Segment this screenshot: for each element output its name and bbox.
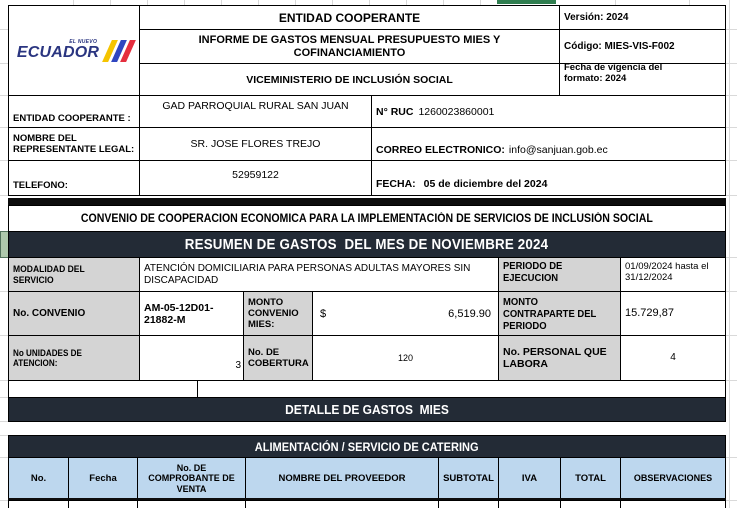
- col-header-iva: [498, 457, 561, 500]
- periodo-label-cell: [498, 257, 621, 292]
- detalle-banner-text: DETALLE DE GASTOS MIES: [285, 402, 449, 417]
- col-header-proveedor: [245, 457, 439, 500]
- modalidad-label-cell: [8, 257, 140, 292]
- monto-mies-value: 6,519.90: [448, 307, 491, 320]
- contraparte-label: MONTO CONTRAPARTE DEL PERIODO: [503, 295, 597, 332]
- phone-value: 52959122: [232, 169, 279, 181]
- code-cell: [559, 29, 726, 64]
- col-header-subtotal-label: SUBTOTAL: [443, 473, 494, 484]
- code-label: Código: MIES-VIS-F002: [564, 40, 675, 52]
- convenio-num-value: AM-05-12D01-21882-M: [144, 301, 214, 326]
- modalidad-value: ATENCIÓN DOMICILIARIA PARA PERSONAS ADULTAS MAYORES SIN DISCAPACIDAD: [144, 263, 471, 286]
- convenio-banner-text: CONVENIO DE COOPERACION ECONOMICA PARA LA IMPLEMENTACIÓN DE SERVICIOS DE INCLUSIÓN SOCIAL: [81, 212, 653, 225]
- phone-label: TELEFONO:: [13, 180, 68, 191]
- email-cell[interactable]: [371, 127, 726, 161]
- ruc-cell[interactable]: [371, 95, 726, 128]
- email-label: CORREO ELECTRONICO:: [376, 144, 505, 156]
- col-header-observaciones-label: OBSERVACIONES: [633, 473, 713, 484]
- monto-mies-label: MONTO CONVENIO MIES:: [248, 297, 299, 330]
- convenio-num-value-cell[interactable]: [139, 291, 244, 336]
- monto-mies-value-cell[interactable]: [312, 291, 499, 336]
- detalle-banner-cell: [8, 397, 726, 422]
- form-department-cell: [139, 63, 560, 96]
- cobertura-value-cell[interactable]: [312, 335, 499, 381]
- representative-label: NOMBRE DEL REPRESENTANTE LEGAL:: [13, 133, 135, 155]
- col-header-no-label: No.: [30, 473, 47, 484]
- col-header-iva-label: IVA: [521, 473, 538, 484]
- personal-value-cell[interactable]: [620, 335, 726, 381]
- entity-value: GAD PARROQUIAL RURAL SAN JUAN: [162, 100, 349, 112]
- representative-label-cell: [8, 127, 140, 161]
- col-header-fecha-label: Fecha: [89, 473, 117, 484]
- col-header-no: [8, 457, 69, 500]
- convenio-banner-cell: [8, 205, 726, 232]
- col-header-comprobante-label: No. DE COMPROBANTE DE VENTA: [148, 462, 235, 494]
- detail-empty-cell[interactable]: [560, 500, 621, 508]
- resumen-banner-text: RESUMEN DE GASTOS DEL MES DE NOVIEMBRE 2024: [185, 236, 549, 253]
- email-value: info@sanjuan.gob.ec: [508, 144, 608, 156]
- col-header-fecha: [68, 457, 138, 500]
- cobertura-label-cell: [243, 335, 313, 381]
- currency-symbol: $: [320, 307, 327, 320]
- ruc-label: N° RUC: [376, 105, 414, 118]
- periodo-value-cell[interactable]: [620, 257, 726, 292]
- unidades-value: 3: [235, 359, 241, 371]
- detail-empty-cell[interactable]: [620, 500, 726, 508]
- unidades-value-cell[interactable]: [139, 335, 244, 381]
- col-header-total-label: TOTAL: [575, 473, 606, 484]
- gap-border-mid: [197, 380, 198, 398]
- detail-empty-cell[interactable]: [137, 500, 246, 508]
- detail-empty-cell[interactable]: [438, 500, 499, 508]
- col-header-observaciones: [620, 457, 726, 500]
- form-department: VICEMINISTERIO DE INCLUSIÓN SOCIAL: [246, 73, 453, 86]
- validity-label: Fecha de vigencia del formato: 2024: [564, 63, 663, 84]
- periodo-label: PERIODO DE EJECUCION: [503, 260, 563, 284]
- selection-border-fragment: [497, 0, 556, 4]
- date-value: 05 de diciembre del 2024: [423, 178, 548, 190]
- convenio-num-label-cell: [8, 291, 140, 336]
- modalidad-value-cell[interactable]: [139, 257, 499, 292]
- detail-empty-cell[interactable]: [245, 500, 439, 508]
- unidades-label-cell: [8, 335, 140, 381]
- contraparte-value-cell[interactable]: [620, 291, 726, 336]
- detail-empty-cell[interactable]: [498, 500, 561, 508]
- convenio-num-label: No. CONVENIO: [13, 307, 86, 319]
- entity-value-cell[interactable]: [139, 95, 372, 128]
- form-subtitle-cell: [139, 29, 560, 64]
- unidades-label: No UNIDADES DE ATENCION:: [13, 347, 82, 368]
- categoria-banner-text: ALIMENTACIÓN / SERVICIO DE CATERING: [255, 439, 479, 454]
- col-header-total: [560, 457, 621, 500]
- cobertura-label: No. DE COBERTURA: [248, 347, 309, 369]
- detail-empty-cell[interactable]: [8, 500, 69, 508]
- form-subtitle: INFORME DE GASTOS MENSUAL PRESUPUESTO MIES Y COFINANCIAMIENTO: [198, 33, 501, 59]
- col-header-proveedor-label: NOMBRE DEL PROVEEDOR: [278, 473, 406, 484]
- gap-border-right: [725, 380, 726, 398]
- modalidad-label: MODALIDAD DEL SERVICIO: [13, 263, 85, 286]
- gap-border-left: [8, 380, 9, 398]
- contraparte-value: 15.729,87: [625, 307, 674, 319]
- personal-label: No. PERSONAL QUE LABORA: [503, 346, 607, 370]
- phone-value-cell[interactable]: [139, 160, 372, 196]
- monto-mies-label-cell: [243, 291, 313, 336]
- date-label: FECHA:: [376, 178, 416, 190]
- cobertura-value: 120: [397, 352, 414, 363]
- personal-value: 4: [670, 352, 676, 364]
- phone-label-cell: [8, 160, 140, 196]
- resumen-banner-cell: [8, 231, 726, 258]
- entity-label: ENTIDAD COOPERANTE :: [13, 113, 131, 124]
- logo-cell: [8, 5, 140, 96]
- contraparte-label-cell: [498, 291, 621, 336]
- personal-label-cell: [498, 335, 621, 381]
- ecuador-logo: [17, 39, 131, 62]
- entity-label-cell: [8, 95, 140, 128]
- col-header-comprobante: [137, 457, 246, 500]
- categoria-banner-cell: [8, 435, 726, 458]
- logo-tagline: EL NUEVO: [69, 39, 98, 45]
- ruc-value: 1260023860001: [418, 105, 495, 118]
- logo-wordmark: ECUADOR: [16, 44, 100, 61]
- representative-value: SR. JOSE FLORES TREJO: [190, 138, 321, 150]
- date-cell[interactable]: [371, 160, 726, 196]
- col-header-subtotal: [438, 457, 499, 500]
- representative-value-cell[interactable]: [139, 127, 372, 161]
- version-cell: [559, 5, 726, 30]
- form-title: ENTIDAD COOPERANTE: [278, 10, 421, 25]
- flag-stripes-icon: [104, 40, 131, 62]
- periodo-value: 01/09/2024 hasta el 31/12/2024: [625, 261, 709, 283]
- detail-empty-cell[interactable]: [68, 500, 138, 508]
- validity-cell: [559, 63, 726, 96]
- version-label: Versión: 2024: [564, 11, 629, 23]
- form-title-cell: [139, 5, 560, 30]
